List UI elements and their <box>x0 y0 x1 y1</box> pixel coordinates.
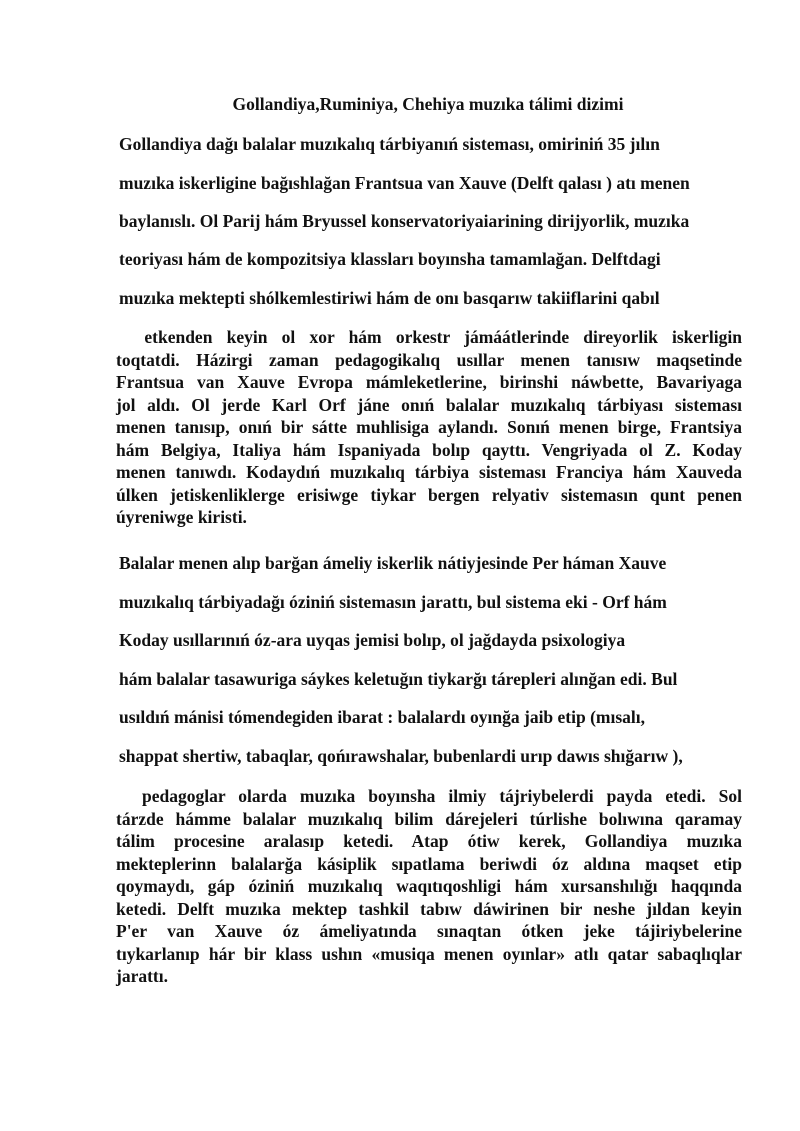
text-line: Gollandiya dağı balalar muzıkalıq tárbiyanıń sisteması, omiriniń 35 jılın <box>119 134 660 154</box>
text-line: hám balalar tasawuriga sáykes keletuğın tiykarğı tárepleri alınğan edi. Bul <box>119 669 678 689</box>
text-line: muzıka iskerligine bağıshlağan Frantsua van Xauve (Delft qalası ) atı menen <box>119 173 690 193</box>
text-line: Balalar menen alıp barğan ámeliy iskerlik nátiyjesinde Per háman Xauve <box>119 553 667 573</box>
text-line: baylanıslı. Ol Parij hám Bryussel konservatoriyaiarining dirijyorlik, muzıka <box>119 211 690 231</box>
text-line: úyreniwge kiristi. <box>116 507 247 527</box>
document-title: Gollandiya,Ruminiya, Chehiya muzıka tálimi dizimi <box>232 94 624 114</box>
text-line: qoymaydı, gáp óziniń muzıkalıq waqıtıqoshligi hám xursanshılığı haqqında <box>116 876 742 896</box>
text-line: muzıkalıq tárbiyadağı óziniń sistemasın jarattı, bul sistema eki - Orf hám <box>119 592 667 612</box>
text-line: pedagoglar olarda muzıka boyınsha ilmiy tájriybelerdi payda etedi. Sol <box>116 786 742 806</box>
text-line: toqtatdi. Házirgi zaman pedagogikalıq usıllar menen tanısıw maqsetinde <box>116 349 742 370</box>
text-line: hám Belgiya, Italiya hám Ispaniyada bolıp qayttı. Vengriyada ol Z. Koday <box>116 439 742 460</box>
text-line: Koday usıllarınıń óz-ara uyqas jemisi bolıp, ol jağdayda psixologiya <box>119 630 626 650</box>
paragraph-block <box>116 785 742 988</box>
text-line: mekteplerinn balalarğa kásiplik sıpatlama beriwdi óz aldına maqset etip <box>116 853 742 874</box>
text-line: Frantsua van Xauve Evropa mámleketlerine, birinshi náwbette, Bavariyaga <box>116 372 742 392</box>
text-line: shappat shertiw, tabaqlar, qońırawshalar, bubenlardi urıp dawıs shığarıw ), <box>119 746 683 766</box>
paragraph-block <box>116 326 742 529</box>
text-line: ketedi. Delft muzıka mektep tashkil tabıw dáwirinen bir neshe jıldan keyin <box>116 898 742 919</box>
text-line: tárzde hámme balalar muzıkalıq bilim dárejeleri túrlishe bolıwına qaramay <box>116 808 742 829</box>
text-line: menen tanıwdı. Kodaydıń muzıkalıq tárbiya sisteması Franciya hám Xauveda <box>116 462 742 482</box>
text-line: usıldıń mánisi tómendegiden ibarat : balalardı oyınğa jaib etip (mısalı, <box>119 707 646 727</box>
text-line: menen tanısıp, onıń bir sátte muhlisiga aylandı. Sonıń menen birge, Frantsiya <box>116 417 742 437</box>
text-line: jol aldı. Ol jerde Karl Orf jáne onıń balalar muzıkalıq tárbiyası sisteması <box>116 394 742 415</box>
text-line: P'er van Xauve óz ámeliyatında sınaqtan ótken jeke tájiriybelerine <box>116 921 742 941</box>
text-line: etkenden keyin ol xor hám orkestr jámáátlerinde direyorlik iskerligin <box>116 327 742 347</box>
text-line: muzıka mektepti shólkemlestiriwi hám de onı basqarıw takiiflarini qabıl <box>119 288 660 308</box>
text-line: tálim procesine aralasıp ketedi. Atap ótiw kerek, Gollandiya muzıka <box>116 831 742 851</box>
text-line: tıykarlanıp hár bir klass ushın «musiqa menen oyınlar» atlı qatar sabaqlıqlar <box>116 943 742 964</box>
text-line: teoriyası hám de kompozitsiya klassları boyınsha tamamlağan. Delftdagi <box>119 249 661 269</box>
text-line: úlken jetiskenliklerge erisiwge tiykar bergen relyativ sistemasın qunt penen <box>116 484 742 505</box>
text-line: jarattı. <box>116 966 168 986</box>
